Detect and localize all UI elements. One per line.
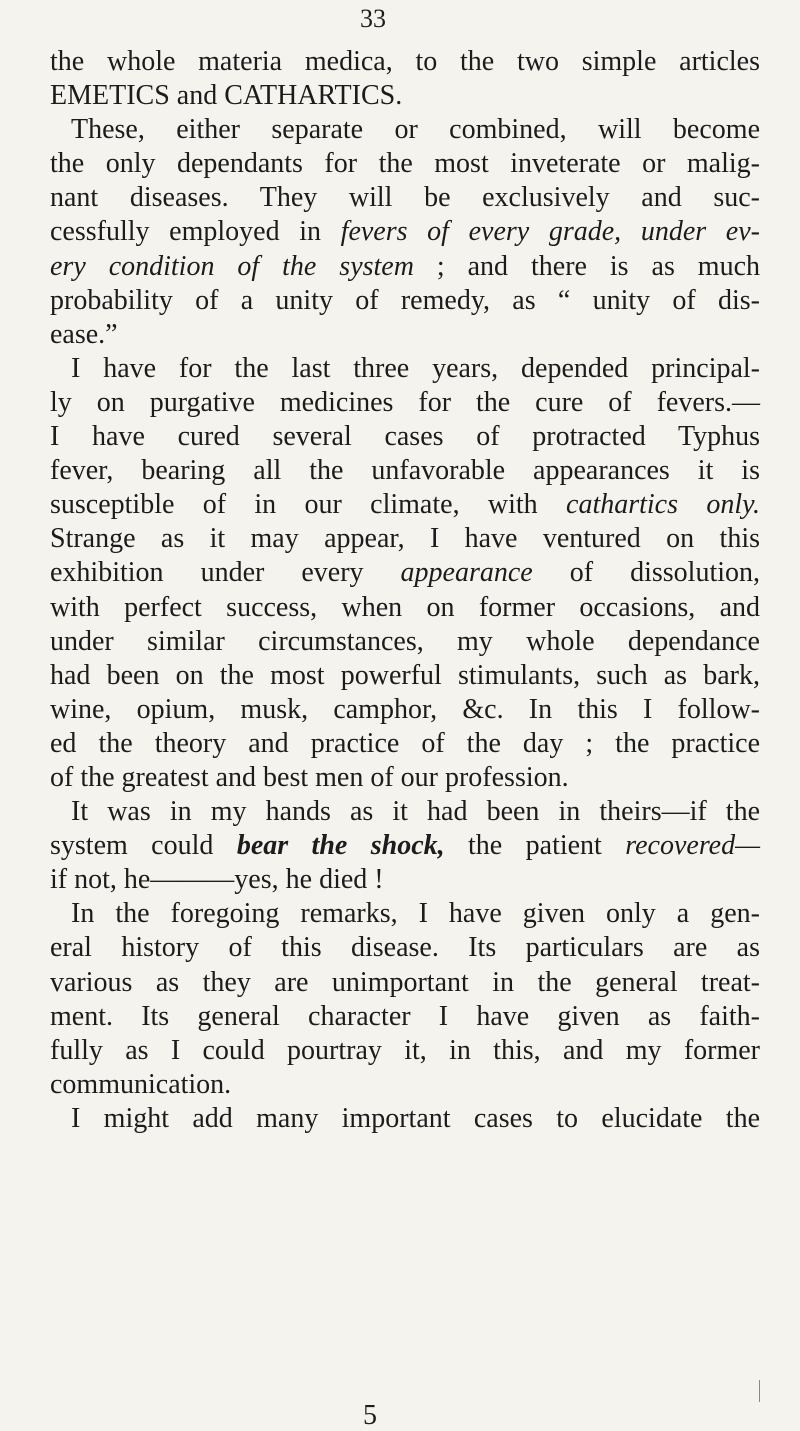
italic-run: cathartics only.: [566, 489, 760, 521]
text-line-6: [50, 215, 760, 249]
text-line-25: if not, he———yes, he died !: [50, 864, 384, 896]
text-line-19: had been on the most powerful stimulants, such as bark,: [50, 659, 760, 691]
text-run: ; and there is as much: [413, 250, 761, 282]
text-line-3: These, either separate or combined, will become: [71, 114, 760, 146]
text-line-27: eral history of this disease. Its particulars are as: [50, 932, 760, 964]
text-line-24: [50, 829, 760, 863]
italic-run: ery condition of the system: [50, 250, 414, 282]
text-line-31: communication.: [50, 1068, 232, 1100]
text-line-16: [50, 556, 760, 590]
text-line-26: In the foregoing remarks, I have given only a gen-: [71, 898, 760, 930]
text-line-7: [50, 250, 760, 284]
text-line-14: [50, 488, 760, 522]
text-line-1: the whole materia medica, to the two simple articles: [50, 46, 760, 77]
text-line-28: various as they are unimportant in the general treat-: [50, 966, 760, 998]
text-line-2: EMETICS and CATHARTICS.: [50, 80, 403, 112]
text-run: cessfully employed in: [50, 216, 341, 248]
text-line-9: ease.”: [50, 318, 118, 350]
text-run: exhibition under every: [50, 557, 401, 589]
text-run: of dissolution,: [532, 557, 761, 589]
text-line-20: wine, opium, musk, camphor, &c. In this I follow-: [50, 693, 760, 725]
text-run: system could: [50, 830, 237, 862]
text-line-11: ly on purgative medicines for the cure of fevers.—: [50, 386, 760, 418]
text-line-8: probability of a unity of remedy, as “ unity of dis-: [50, 284, 760, 316]
text-line-15: Strange as it may appear, I have ventured on this: [50, 523, 760, 555]
italic-run: bear the shock,: [236, 830, 445, 862]
signature-mark: 5: [363, 1400, 377, 1431]
page-number: 33: [360, 4, 386, 33]
text-line-22: of the greatest and best men of our profession.: [50, 761, 569, 793]
text-line-32: I might add many important cases to elucidate the: [71, 1102, 760, 1134]
text-line-29: ment. Its general character I have given as faith-: [50, 1000, 760, 1032]
body-text: [50, 45, 760, 1136]
text-line-12: I have cured several cases of protracted Typhus: [50, 421, 760, 453]
text-line-23: It was in my hands as it had been in theirs—if the: [71, 796, 760, 828]
text-line-13: fever, bearing all the unfavorable appearances it is: [50, 455, 760, 487]
text-line-18: under similar circumstances, my whole dependance: [50, 625, 760, 657]
italic-run: recovered—: [625, 830, 760, 862]
text-run: the patient: [444, 830, 626, 862]
page-edge-mark: [759, 1380, 760, 1402]
text-line-21: ed the theory and practice of the day ; the practice: [50, 727, 760, 759]
text-line-4: the only dependants for the most inveterate or malig-: [50, 148, 760, 180]
text-line-30: fully as I could pourtray it, in this, and my former: [50, 1034, 760, 1066]
text-line-10: I have for the last three years, depended principal-: [71, 352, 760, 384]
italic-run: appearance: [400, 557, 533, 589]
text-run: susceptible of in our climate, with: [50, 489, 567, 521]
text-line-5: nant diseases. They will be exclusively and suc-: [50, 182, 760, 214]
text-line-17: with perfect success, when on former occasions, and: [50, 591, 760, 623]
italic-run: fevers of every grade, under ev-: [340, 216, 760, 248]
